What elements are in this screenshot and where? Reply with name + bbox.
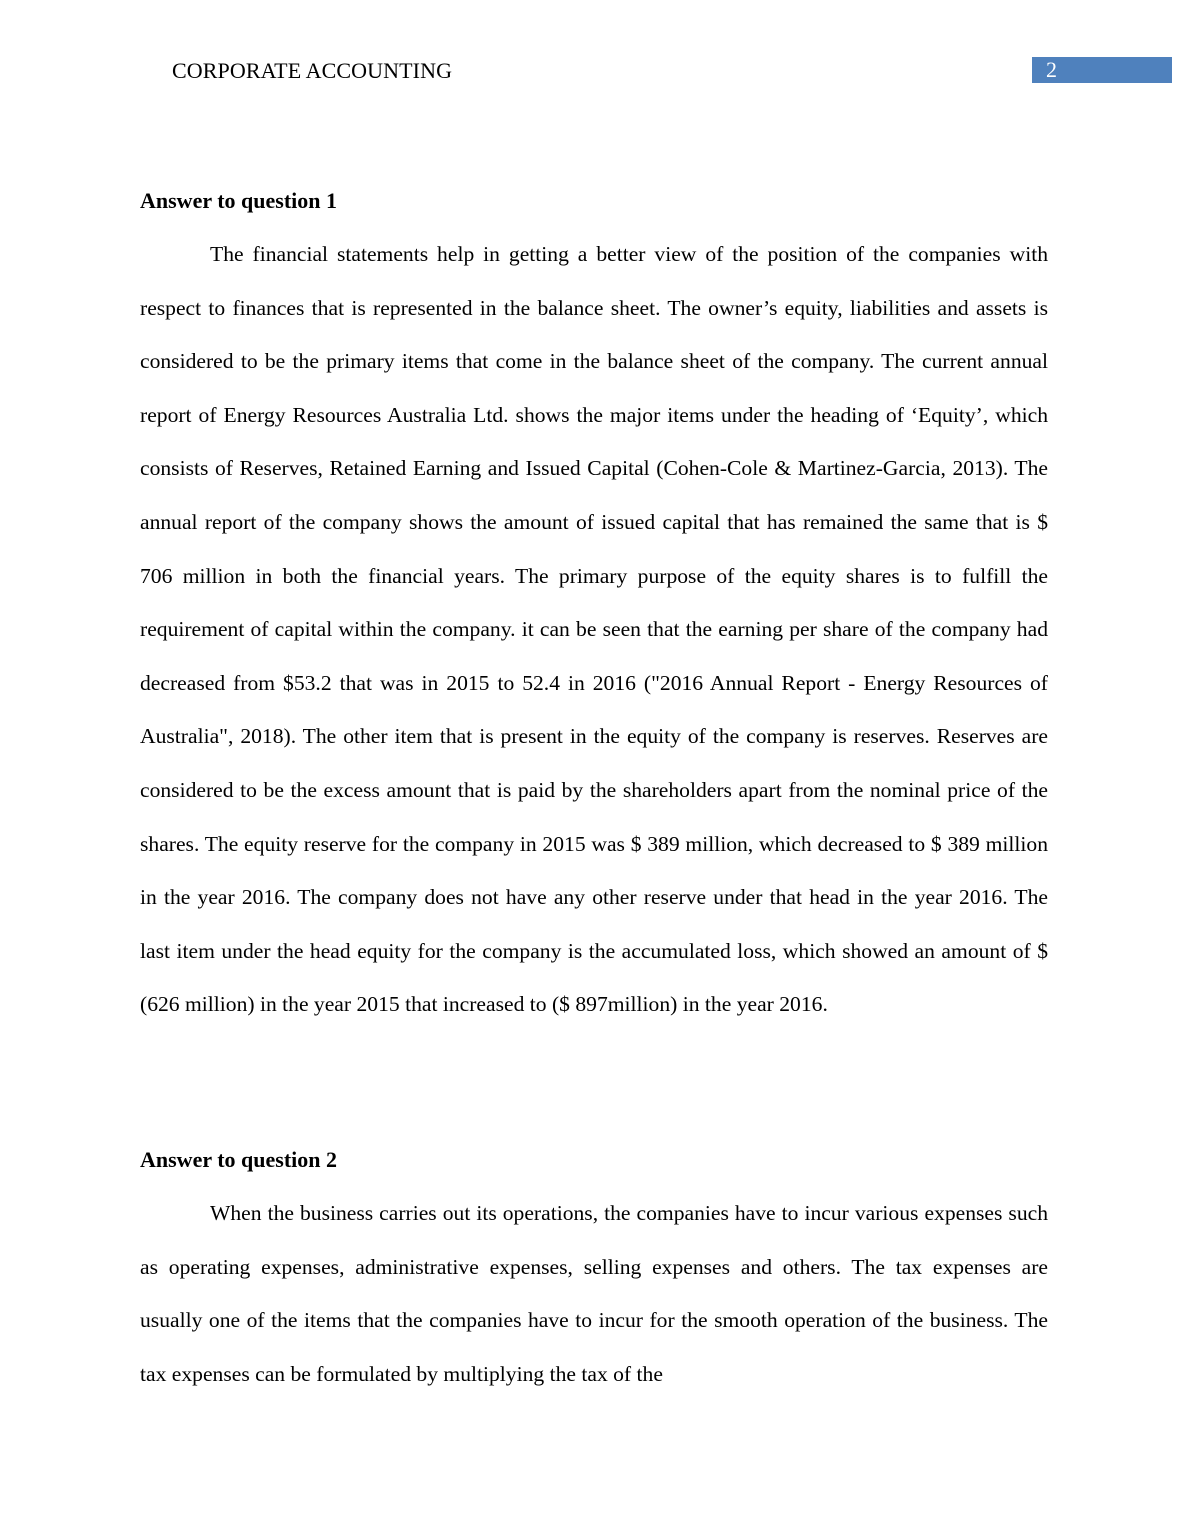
section-body-1: The financial statements help in getting a better view of the position of the companies with respect to finances that is represented in the balance sheet. The owner’s equity, liabilities and assets is considered to be the primary items that come in the balance sheet of the company. The current annual report of Energy Resources Australia Ltd. shows the major items under the heading of ‘Equity’, which consists of Reserves, Retained Earning and Issued Capital (Cohen-Cole & Martinez-Garcia, 2013). The annual report of the company shows the amount of issued capital that has remained the same that is $ 706 million in both the financial years. The primary purpose of the equity shares is to fulfill the requirement of capital within the company. it can be seen that the earning per share of the company had decreased from $53.2 that was in 2015 to 52.4 in 2016 ("2016 Annual Report - Energy Resources of Australia", 2018). The other item that is present in the equity of the company is reserves. Reserves are considered to be the excess amount that is paid by the shareholders apart from the nominal price of the shares. The equity reserve for the company in 2015 was $ 389 million, which decreased to $ 389 million in the year 2016. The company does not have any other reserve under that head in the year 2016. The last item under the head equity for the company is the accumulated loss, which showed an amount of $ (626 million) in the year 2015 that increased to ($ 897million) in the year 2016. (140, 242, 1048, 1017)
section-heading-2: Answer to question 2 (140, 1147, 338, 1172)
section-heading-1: Answer to question 1 (140, 188, 338, 213)
running-head: CORPORATE ACCOUNTING (172, 58, 453, 83)
page-number-box (1032, 57, 1172, 83)
page-number: 2 (1046, 57, 1057, 82)
section-body-2: When the business carries out its operations, the companies have to incur various expenses such as operating expenses, administrative expenses, selling expenses and others. The tax expenses are usually one of the items that the companies have to incur for the smooth operation of the business. The tax expenses can be formulated by multiplying the tax of the (140, 1201, 1048, 1386)
